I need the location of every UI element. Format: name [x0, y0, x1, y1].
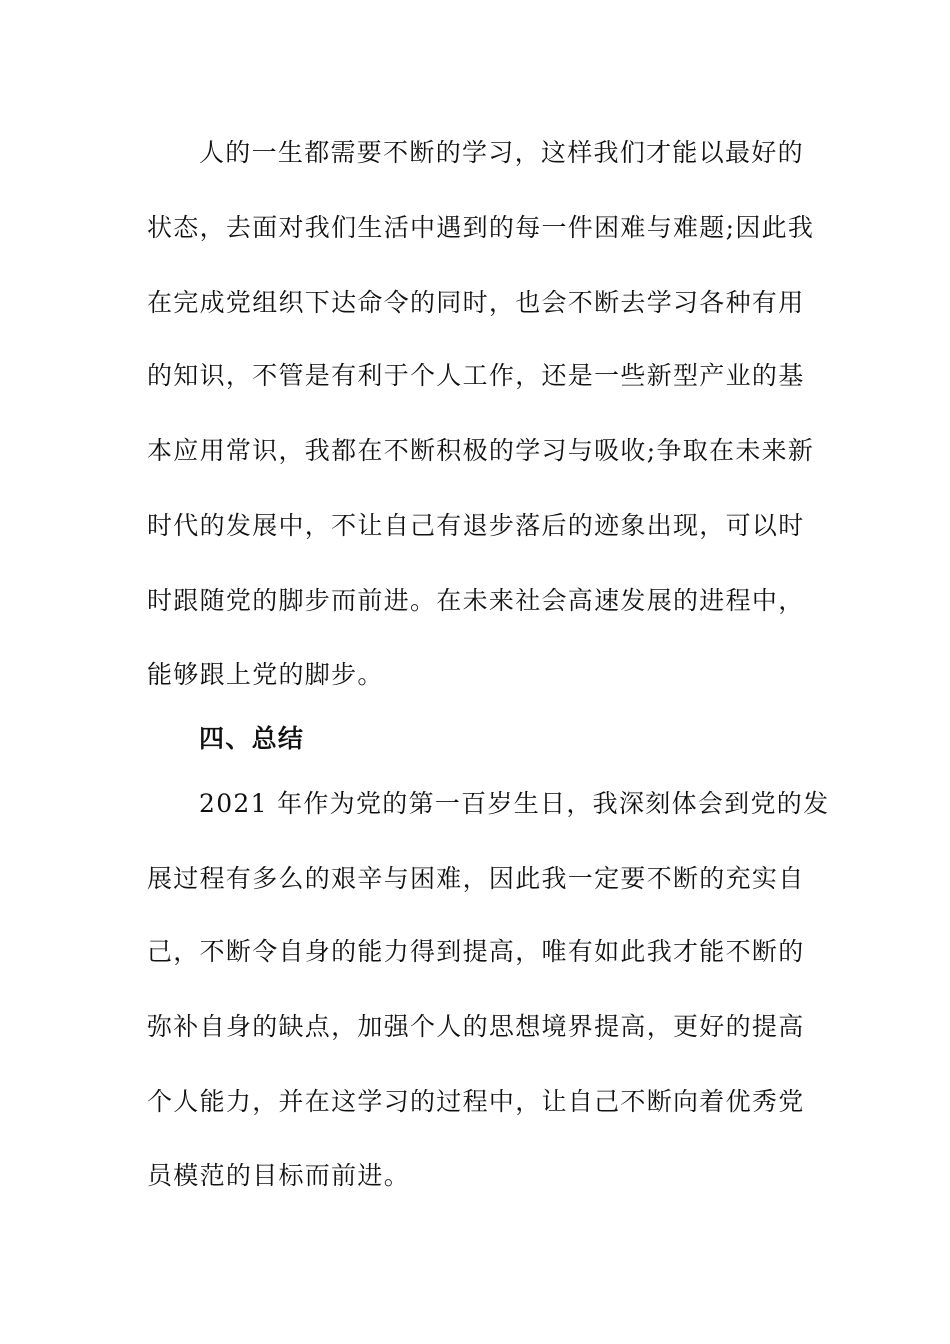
- paragraph-2-line: 展过程有多么的艰辛与困难，因此我一定要不断的充实自: [147, 864, 805, 893]
- paragraph-1-line: 本应用常识，我都在不断积极的学习与吸收;争取在未来新: [147, 436, 815, 465]
- paragraph-1-line: 人的一生都需要不断的学习，这样我们才能以最好的: [199, 138, 804, 167]
- paragraph-2-line: 2021 年作为党的第一百岁生日，我深刻体会到党的发: [199, 789, 830, 818]
- paragraph-2-line: 弥补自身的缺点，加强个人的思想境界提高，更好的提高: [147, 1012, 805, 1041]
- paragraph-1-line: 时代的发展中，不让自己有退步落后的迹象出现，可以时: [147, 511, 805, 540]
- paragraph-2-line: 个人能力，并在这学习的过程中，让自己不断向着优秀党: [147, 1087, 805, 1116]
- paragraph-1-line: 能够跟上党的脚步。: [147, 660, 384, 689]
- paragraph-1-line: 时跟随党的脚步而前进。在未来社会高速发展的进程中，: [147, 586, 805, 615]
- section-heading: 四、总结: [199, 724, 305, 753]
- paragraph-2-line: 己，不断令自身的能力得到提高，唯有如此我才能不断的: [147, 937, 805, 966]
- paragraph-1-line: 在完成党组织下达命令的同时，也会不断去学习各种有用: [147, 288, 805, 317]
- paragraph-1-line: 的知识，不管是有利于个人工作，还是一些新型产业的基: [147, 361, 805, 390]
- paragraph-1-line: 状态，去面对我们生活中遇到的每一件困难与难题;因此我: [147, 213, 815, 242]
- paragraph-2-line: 员模范的目标而前进。: [147, 1161, 411, 1190]
